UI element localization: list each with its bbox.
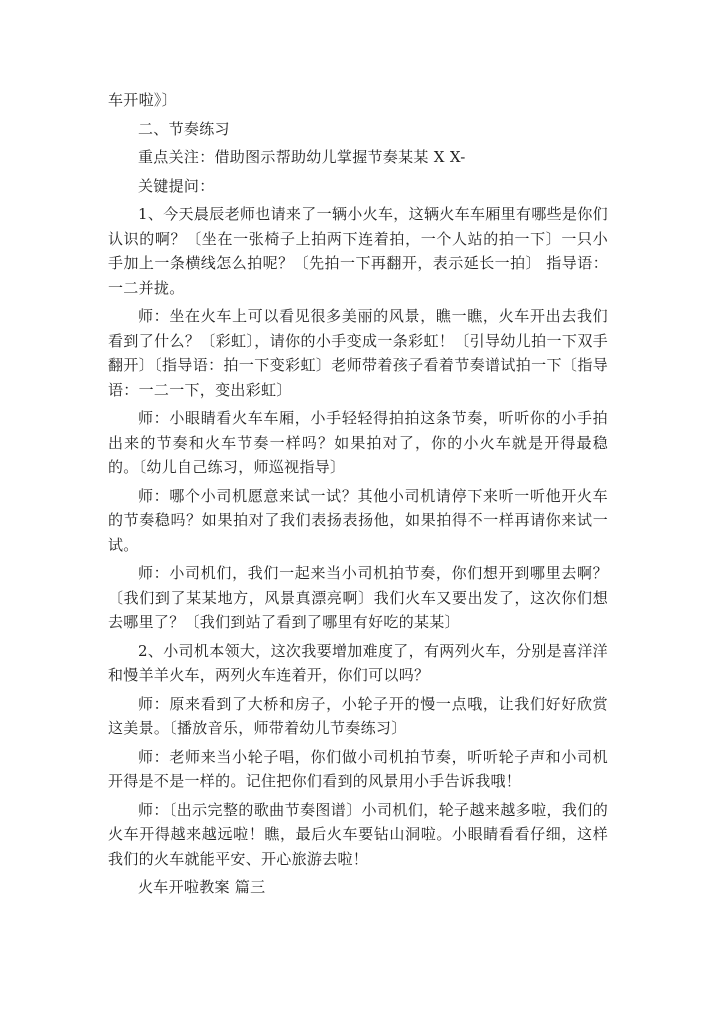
paragraph-question-1: 1、今天晨辰老师也请来了一辆小火车，这辆火车车厢里有哪些是你们认识的啊？〔坐在一张椅子上拍两下连着拍，一个人站的拍一下〕一只小手加上一条横线怎么拍呢？〔先拍一下再翻开，表示延长一拍〕 指导语：一二并拢。 (108, 205, 608, 297)
paragraph-key-focus: 重点关注：借助图示帮助幼儿掌握节奏某某 X X- (138, 148, 466, 166)
paragraph-teacher-rainbow: 师：坐在火车上可以看见很多美丽的风景，瞧一瞧，火车开出去我们看到了什么？〔彩虹〕，请你的小手变成一条彩虹！〔引导幼儿拍一下双手翻开〕〔指导语：拍一下变彩虹〕老师带着孩子看着节奏谱试拍一下〔指导语：一二一下，变出彩虹〕 (108, 307, 608, 399)
section-heading-part-three: 火车开啦教案 篇三 (138, 878, 266, 896)
paragraph-continuation: 车开啦》〕 (108, 91, 178, 109)
paragraph-teacher-wheels: 师：老师来当小轮子唱，你们做小司机拍节奏，听听轮子声和小司机开得是不是一样的。记住把你们看到的风景用小手告诉我哦！ (108, 747, 608, 790)
paragraph-teacher-full-score: 师：〔出示完整的歌曲节奏图谱〕小司机们，轮子越来越多啦，我们的火车开得越来越远啦！瞧，最后火车要钻山洞啦。小眼睛看看仔细，这样我们的火车就能平安、开心旅游去啦！ (108, 800, 608, 868)
document-body (108, 88, 608, 900)
section-heading-rhythm-practice: 二、节奏练习 (138, 119, 230, 138)
paragraph-teacher-volunteer: 师：哪个小司机愿意来试一试？其他小司机请停下来听一听他开火车的节奏稳吗？如果拍对了我们表扬表扬他，如果拍得不一样再请你来试一试。 (108, 486, 608, 554)
paragraph-teacher-destination: 师：小司机们，我们一起来当小司机拍节奏，你们想开到哪里去啊？〔我们到了某某地方，风景真漂亮啊〕我们火车又要出发了，这次你们想去哪里了？〔我们到站了看到了哪里有好吃的某某〕 (108, 564, 608, 631)
paragraph-teacher-bridge: 师：原来看到了大桥和房子，小轮子开的慢一点哦，让我们好好欣赏这美景。〔播放音乐，师带着幼儿节奏练习〕 (108, 694, 608, 737)
paragraph-question-2: 2、小司机本领大，这次我要增加难度了，有两列火车，分别是喜洋洋和慢羊羊火车，两列火车连着开，你们可以吗？ (108, 641, 608, 684)
paragraph-teacher-carriage: 师：小眼睛看火车车厢，小手轻轻得拍拍这条节奏，听听你的小手拍出来的节奏和火车节奏一样吗？如果拍对了，你的小火车就是开得最稳的。〔幼儿自己练习，师巡视指导〕 (108, 409, 608, 476)
paragraph-key-questions-label: 关键提问： (138, 176, 215, 195)
